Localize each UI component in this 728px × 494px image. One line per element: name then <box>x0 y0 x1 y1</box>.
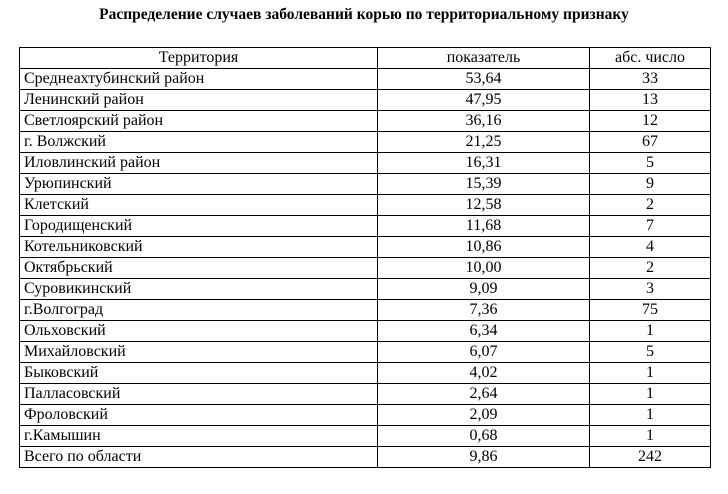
rate-cell: 4,02 <box>378 363 590 384</box>
table-row <box>20 132 711 153</box>
count-cell: 67 <box>590 132 711 153</box>
count-cell: 1 <box>590 426 711 447</box>
count-cell: 12 <box>590 111 711 132</box>
table-row <box>20 384 711 405</box>
territory-cell: Ольховский <box>20 321 378 342</box>
document-title: Распределение случаев заболеваний корью по территориальному признаку <box>99 6 629 23</box>
table-row <box>20 321 711 342</box>
table-row <box>20 69 711 90</box>
territory-cell: Иловлинский район <box>20 153 378 174</box>
count-cell: 13 <box>590 90 711 111</box>
measles-distribution-table <box>19 47 711 468</box>
territory-cell: Городищенский <box>20 216 378 237</box>
count-cell: 1 <box>590 321 711 342</box>
rate-cell: 2,64 <box>378 384 590 405</box>
territory-cell: Октябрьский <box>20 258 378 279</box>
rate-cell: 10,86 <box>378 237 590 258</box>
table-row <box>20 216 711 237</box>
count-cell: 3 <box>590 279 711 300</box>
territory-cell: Среднеахтубинский район <box>20 69 378 90</box>
count-cell: 5 <box>590 342 711 363</box>
rate-cell: 47,95 <box>378 90 590 111</box>
count-cell: 2 <box>590 258 711 279</box>
rate-cell: 11,68 <box>378 216 590 237</box>
count-cell: 1 <box>590 384 711 405</box>
count-cell: 33 <box>590 69 711 90</box>
header-rate: показатель <box>378 48 590 69</box>
territory-cell: г.Камышин <box>20 426 378 447</box>
territory-cell: Клетский <box>20 195 378 216</box>
territory-cell: Палласовский <box>20 384 378 405</box>
rate-cell: 6,34 <box>378 321 590 342</box>
table-row <box>20 195 711 216</box>
table-row <box>20 153 711 174</box>
rate-cell: 16,31 <box>378 153 590 174</box>
table-row <box>20 174 711 195</box>
territory-cell: Ленинский район <box>20 90 378 111</box>
header-absolute-count: абс. число <box>590 48 711 69</box>
table-row <box>20 237 711 258</box>
territory-cell: Фроловский <box>20 405 378 426</box>
rate-cell: 0,68 <box>378 426 590 447</box>
table-row <box>20 258 711 279</box>
territory-cell: Котельниковский <box>20 237 378 258</box>
rate-cell: 9,09 <box>378 279 590 300</box>
rate-cell: 2,09 <box>378 405 590 426</box>
table-row <box>20 111 711 132</box>
count-cell: 5 <box>590 153 711 174</box>
count-cell: 4 <box>590 237 711 258</box>
territory-cell: г. Волжский <box>20 132 378 153</box>
territory-cell: Урюпинский <box>20 174 378 195</box>
table-row <box>20 300 711 321</box>
count-cell: 1 <box>590 405 711 426</box>
rate-cell: 53,64 <box>378 69 590 90</box>
territory-cell: Суровикинский <box>20 279 378 300</box>
rate-cell: 15,39 <box>378 174 590 195</box>
territory-cell: Всего по области <box>20 447 378 468</box>
territory-cell: Михайловский <box>20 342 378 363</box>
rate-cell: 9,86 <box>378 447 590 468</box>
count-cell: 2 <box>590 195 711 216</box>
rate-cell: 7,36 <box>378 300 590 321</box>
table-header-row <box>20 48 711 69</box>
table-row <box>20 405 711 426</box>
count-cell: 1 <box>590 363 711 384</box>
table-row-total <box>20 447 711 468</box>
rate-cell: 10,00 <box>378 258 590 279</box>
table-row <box>20 342 711 363</box>
count-cell: 9 <box>590 174 711 195</box>
territory-cell: Быковский <box>20 363 378 384</box>
rate-cell: 36,16 <box>378 111 590 132</box>
territory-cell: г.Волгоград <box>20 300 378 321</box>
count-cell: 7 <box>590 216 711 237</box>
count-cell: 242 <box>590 447 711 468</box>
table-row <box>20 90 711 111</box>
rate-cell: 12,58 <box>378 195 590 216</box>
header-territory: Территория <box>20 48 378 69</box>
table-row <box>20 279 711 300</box>
rate-cell: 21,25 <box>378 132 590 153</box>
table-row <box>20 363 711 384</box>
count-cell: 75 <box>590 300 711 321</box>
territory-cell: Светлоярский район <box>20 111 378 132</box>
table-row <box>20 426 711 447</box>
rate-cell: 6,07 <box>378 342 590 363</box>
